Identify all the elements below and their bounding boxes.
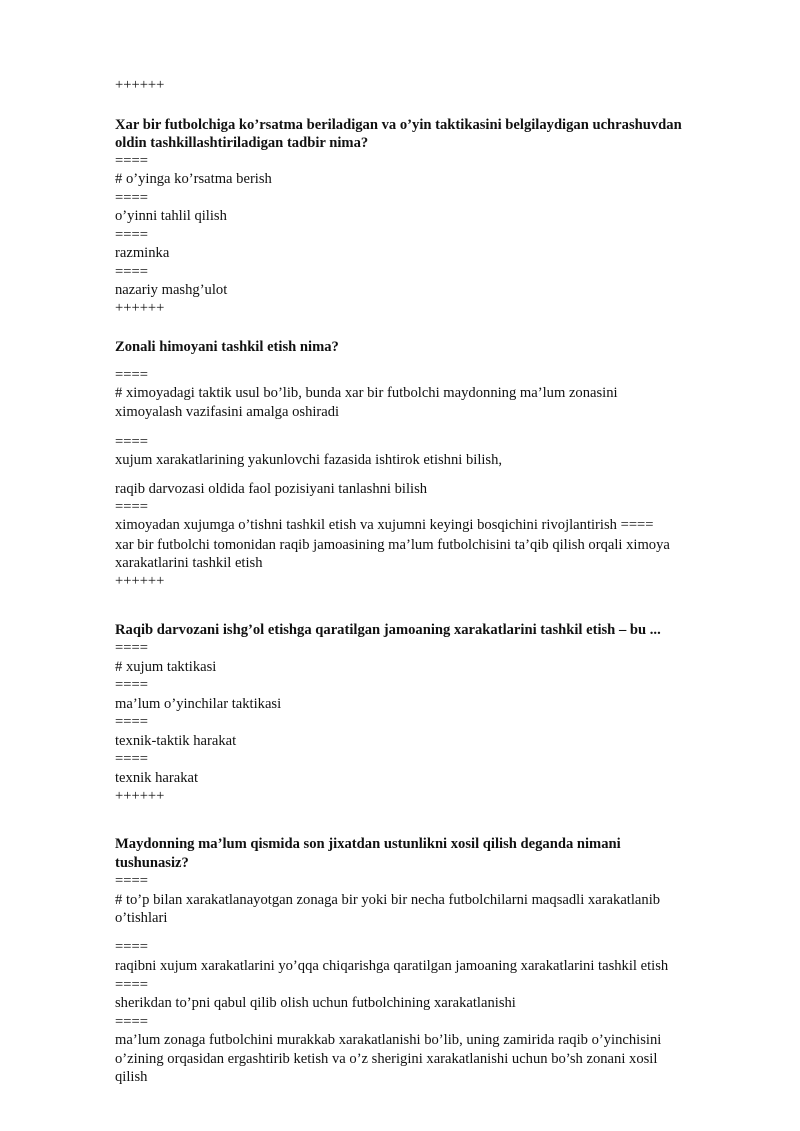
answer-option: texnik-taktik harakat [115,733,237,749]
block-marker: ++++++ [115,77,165,93]
question-line: oldin tashkillashtiriladigan tadbir nima? [115,135,369,151]
answer-option: ximoyadan xujumga o’tishni tashkil etish va xujumni keyingi bosqichini rivojlantirish ==== [115,517,654,533]
answer-correct: # o’yinga ko’rsatma berish [115,171,272,187]
answer-option: raqibni xujum xarakatlarini yo’qqa chiqarishga qaratilgan jamoaning xarakatlarini tashkil etish [115,958,669,974]
answer-correct: # to’p bilan xarakatlanayotgan zonaga bir yoki bir necha futbolchilarni maqsadli xarakatlanib [115,892,661,908]
separator: ==== [115,367,148,383]
answer-option: razminka [115,245,170,261]
separator: ==== [115,434,148,450]
answer-line: qilish [115,1069,148,1085]
answer-line: o’tishlari [115,910,168,926]
answer-option: ma’lum o’yinchilar taktikasi [115,696,282,712]
answer-option: xujum xarakatlarining yakunlovchi fazasida ishtirok etishni bilish, [115,452,503,468]
block-marker: ++++++ [115,788,165,804]
separator: ==== [115,264,148,280]
question-line: Zonali himoyani tashkil etish nima? [115,339,339,355]
answer-line: raqib darvozasi oldida faol pozisiyani tanlashni bilish [115,481,428,497]
separator: ==== [115,1014,148,1030]
answer-option: sherikdan to’pni qabul qilib olish uchun futbolchining xarakatlanishi [115,995,516,1011]
answer-line: ximoyalash vazifasini amalga oshiradi [115,404,340,420]
separator: ==== [115,977,148,993]
separator: ==== [115,153,148,169]
separator: ==== [115,499,148,515]
separator: ==== [115,677,148,693]
answer-correct: # xujum taktikasi [115,659,217,675]
answer-correct: # ximoyadagi taktik usul bo’lib, bunda xar bir futbolchi maydonning ma’lum zonasini [115,385,618,401]
answer-line: o’zining orqasidan ergashtirib ketish va o’z sherigini xarakatlanishi uchun bo’sh zonani xosil [115,1051,658,1067]
block-marker: ++++++ [115,300,165,316]
separator: ==== [115,190,148,206]
question-line: Maydonning ma’lum qismida son jixatdan ustunlikni xosil qilish deganda nimani [115,836,621,852]
separator: ==== [115,227,148,243]
answer-line: xarakatlarini tashkil etish [115,555,263,571]
separator: ==== [115,939,148,955]
question-line: Raqib darvozani ishg’ol etishga qaratilgan jamoaning xarakatlarini tashkil etish – bu ... [115,622,661,638]
block-marker: ++++++ [115,573,165,589]
answer-option: ma’lum zonaga futbolchini murakkab xarakatlanishi bo’lib, uning zamirida raqib o’yinchisini [115,1032,662,1048]
separator: ==== [115,751,148,767]
question-line: Xar bir futbolchiga ko’rsatma beriladigan va o’yin taktikasini belgilaydigan uchrashuvdan [115,117,682,133]
separator: ==== [115,873,148,889]
separator: ==== [115,640,148,656]
answer-option: xar bir futbolchi tomonidan raqib jamoasining ma’lum futbolchisini ta’qib qilish orqali ximoya [115,537,670,553]
answer-option: texnik harakat [115,770,199,786]
separator: ==== [115,714,148,730]
answer-option: o’yinni tahlil qilish [115,208,227,224]
question-line: tushunasiz? [115,855,189,871]
answer-option: nazariy mashg’ulot [115,282,228,298]
